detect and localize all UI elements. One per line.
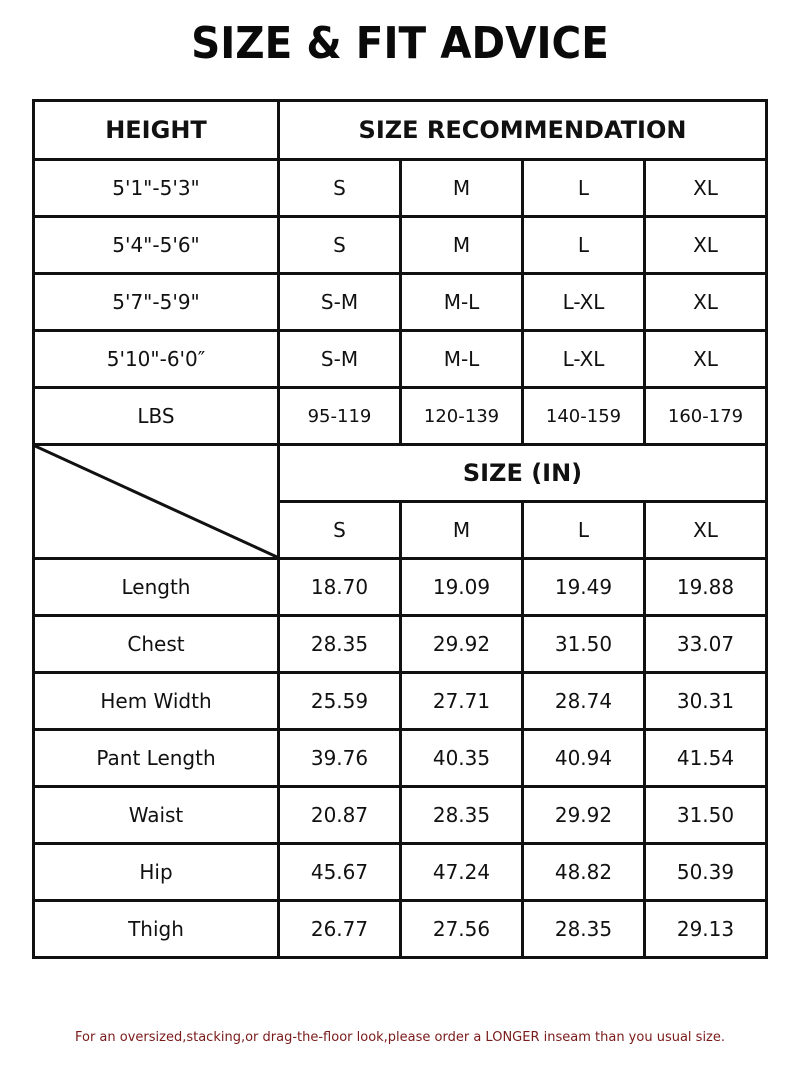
table-row xyxy=(34,217,767,274)
lbs-cell: 160-179 xyxy=(645,388,767,445)
size-label: M xyxy=(401,502,523,559)
size-cell: XL xyxy=(645,274,767,331)
table-row xyxy=(34,559,767,616)
measurement-label: Waist xyxy=(34,787,279,844)
measurement-label: Hem Width xyxy=(34,673,279,730)
measurement-cell: 30.31 xyxy=(645,673,767,730)
measurement-cell: 50.39 xyxy=(645,844,767,901)
height-cell: 5'7"-5'9" xyxy=(34,274,279,331)
size-cell: L-XL xyxy=(523,274,645,331)
size-cell: L xyxy=(523,160,645,217)
size-label: S xyxy=(279,502,401,559)
recommendation-header-row xyxy=(34,101,767,160)
size-cell: S-M xyxy=(279,331,401,388)
size-cell: L-XL xyxy=(523,331,645,388)
measurement-cell: 28.35 xyxy=(279,616,401,673)
measurement-cell: 26.77 xyxy=(279,901,401,958)
size-cell: M xyxy=(401,160,523,217)
page-title: SIZE & FIT ADVICE xyxy=(191,18,609,69)
measurement-cell: 40.94 xyxy=(523,730,645,787)
size-cell: M xyxy=(401,217,523,274)
lbs-cell: 140-159 xyxy=(523,388,645,445)
height-header: HEIGHT xyxy=(34,101,279,160)
measurement-cell: 48.82 xyxy=(523,844,645,901)
measurement-cell: 19.88 xyxy=(645,559,767,616)
measurement-cell: 25.59 xyxy=(279,673,401,730)
measurement-cell: 28.35 xyxy=(401,787,523,844)
measurement-cell: 28.74 xyxy=(523,673,645,730)
measurement-cell: 27.56 xyxy=(401,901,523,958)
measurement-cell: 20.87 xyxy=(279,787,401,844)
measurement-cell: 45.67 xyxy=(279,844,401,901)
size-cell: L xyxy=(523,217,645,274)
size-cell: XL xyxy=(645,331,767,388)
size-cell: S xyxy=(279,217,401,274)
size-cell: M-L xyxy=(401,274,523,331)
diagonal-corner-cell xyxy=(34,445,279,559)
table-row xyxy=(34,160,767,217)
lbs-row xyxy=(34,388,767,445)
measurement-cell: 41.54 xyxy=(645,730,767,787)
table-row xyxy=(34,787,767,844)
size-label: XL xyxy=(645,502,767,559)
measurement-label: Chest xyxy=(34,616,279,673)
measurement-cell: 28.35 xyxy=(523,901,645,958)
measurement-cell: 31.50 xyxy=(645,787,767,844)
lbs-label: LBS xyxy=(34,388,279,445)
table-row xyxy=(34,274,767,331)
size-cell: XL xyxy=(645,160,767,217)
size-cell: S-M xyxy=(279,274,401,331)
measurement-cell: 18.70 xyxy=(279,559,401,616)
measurement-label: Length xyxy=(34,559,279,616)
table-row xyxy=(34,616,767,673)
measurement-cell: 29.92 xyxy=(523,787,645,844)
height-cell: 5'4"-5'6" xyxy=(34,217,279,274)
measurement-cell: 33.07 xyxy=(645,616,767,673)
table-row xyxy=(34,673,767,730)
size-in-header: SIZE (IN) xyxy=(279,445,767,502)
measurement-cell: 29.13 xyxy=(645,901,767,958)
table-row xyxy=(34,331,767,388)
measurement-cell: 39.76 xyxy=(279,730,401,787)
height-cell: 5'10"-6'0″ xyxy=(34,331,279,388)
table-row xyxy=(34,901,767,958)
measurement-cell: 19.49 xyxy=(523,559,645,616)
size-label: L xyxy=(523,502,645,559)
height-cell: 5'1"-5'3" xyxy=(34,160,279,217)
table-row xyxy=(34,730,767,787)
measurement-cell: 47.24 xyxy=(401,844,523,901)
lbs-cell: 120-139 xyxy=(401,388,523,445)
size-cell: XL xyxy=(645,217,767,274)
size-chart-table xyxy=(32,99,768,959)
measurement-cell: 27.71 xyxy=(401,673,523,730)
lbs-cell: 95-119 xyxy=(279,388,401,445)
size-cell: S xyxy=(279,160,401,217)
measurement-header-row xyxy=(34,445,767,502)
diagonal-line-icon xyxy=(35,446,277,557)
measurement-cell: 29.92 xyxy=(401,616,523,673)
table-row xyxy=(34,844,767,901)
measurement-label: Hip xyxy=(34,844,279,901)
measurement-label: Thigh xyxy=(34,901,279,958)
size-cell: M-L xyxy=(401,331,523,388)
size-recommendation-header: SIZE RECOMMENDATION xyxy=(279,101,767,160)
fit-note: For an oversized,stacking,or drag-the-floor look,please order a LONGER inseam than you usual size. xyxy=(74,1030,726,1045)
measurement-label: Pant Length xyxy=(34,730,279,787)
measurement-cell: 40.35 xyxy=(401,730,523,787)
measurement-cell: 31.50 xyxy=(523,616,645,673)
measurement-cell: 19.09 xyxy=(401,559,523,616)
